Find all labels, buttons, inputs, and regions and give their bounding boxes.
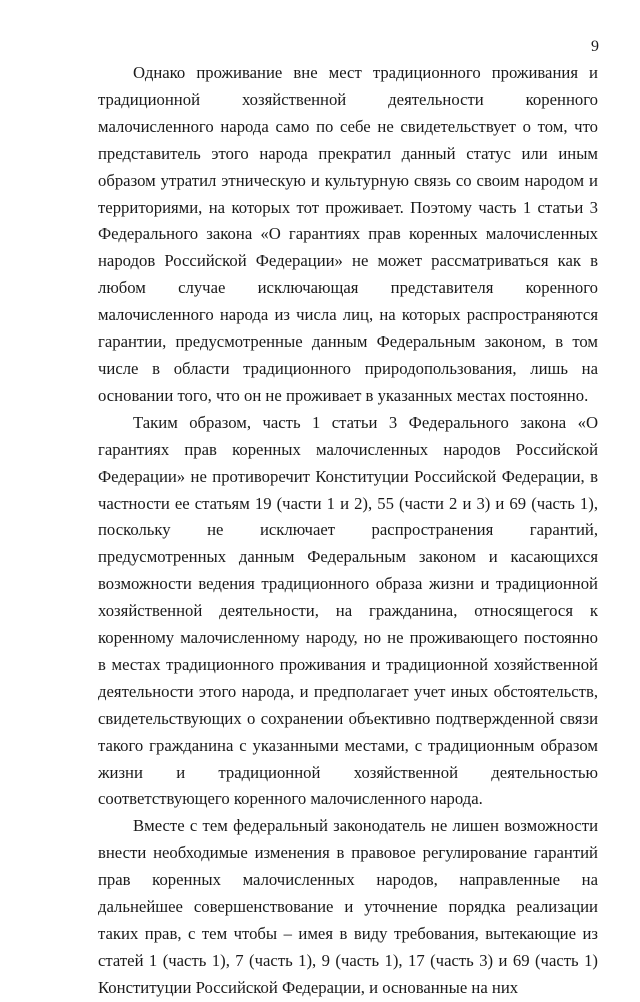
paragraph: Вместе с тем федеральный законодатель не лишен возможности внести необходимые изменения в правовое регулирование гарантий прав коренных малочисленных народов, направленные на дальнейшее совершенствование и уточнение порядка реализации таких прав, с тем чтобы – имея в виду требования, вытекающие из статей 1 (часть 1), 7 (часть 1), 9 (часть 1), 17 (часть 3) и 69 (часть 1) Конституции Российской Федерации, и основанные на них bbox=[98, 816, 598, 997]
paragraph: Однако проживание вне мест традиционного проживания и традиционной хозяйственной деятельности коренного малочисленного народа само по себе не свидетельствует о том, что представитель этого народа прекратил данный статус или иным образом утратил этническую и культурную связь со своим народом и территориями, на которых тот проживает. Поэтому часть 1 статьи 3 Федерального закона «О гарантиях прав коренных малочисленных народов Российской Федерации» не может рассматриваться как в любом случае исключающая представителя коренного малочисленного народа из числа лиц, на которых распространяются гарантии, предусмотренные данным Федеральным законом, в том числе в области традиционного природопользования, лишь на основании того, что он не проживает в указанных местах постоянно. bbox=[98, 63, 598, 405]
document-body bbox=[98, 60, 598, 1002]
paragraph: Таким образом, часть 1 статьи 3 Федерального закона «О гарантиях прав коренных малочисленных народов Российской Федерации» не противоречит Конституции Российской Федерации, в частности ее статьям 19 (части 1 и 2), 55 (части 2 и 3) и 69 (часть 1), поскольку не исключает распространения гарантий, предусмотренных данным Федеральным законом и касающихся возможности ведения традиционного образа жизни и традиционной хозяйственной деятельности, на гражданина, относящегося к коренному малочисленному народу, но не проживающего постоянно в местах традиционного проживания и традиционной хозяйственной деятельности этого народа, и предполагает учет иных обстоятельств, свидетельствующих о сохранении объективно подтвержденной связи такого гражданина с указанными местами, с традиционным образом жизни и традиционной хозяйственной деятельностью соответствующего коренного малочисленного народа. bbox=[98, 412, 598, 809]
page-number: 9 bbox=[591, 38, 599, 55]
